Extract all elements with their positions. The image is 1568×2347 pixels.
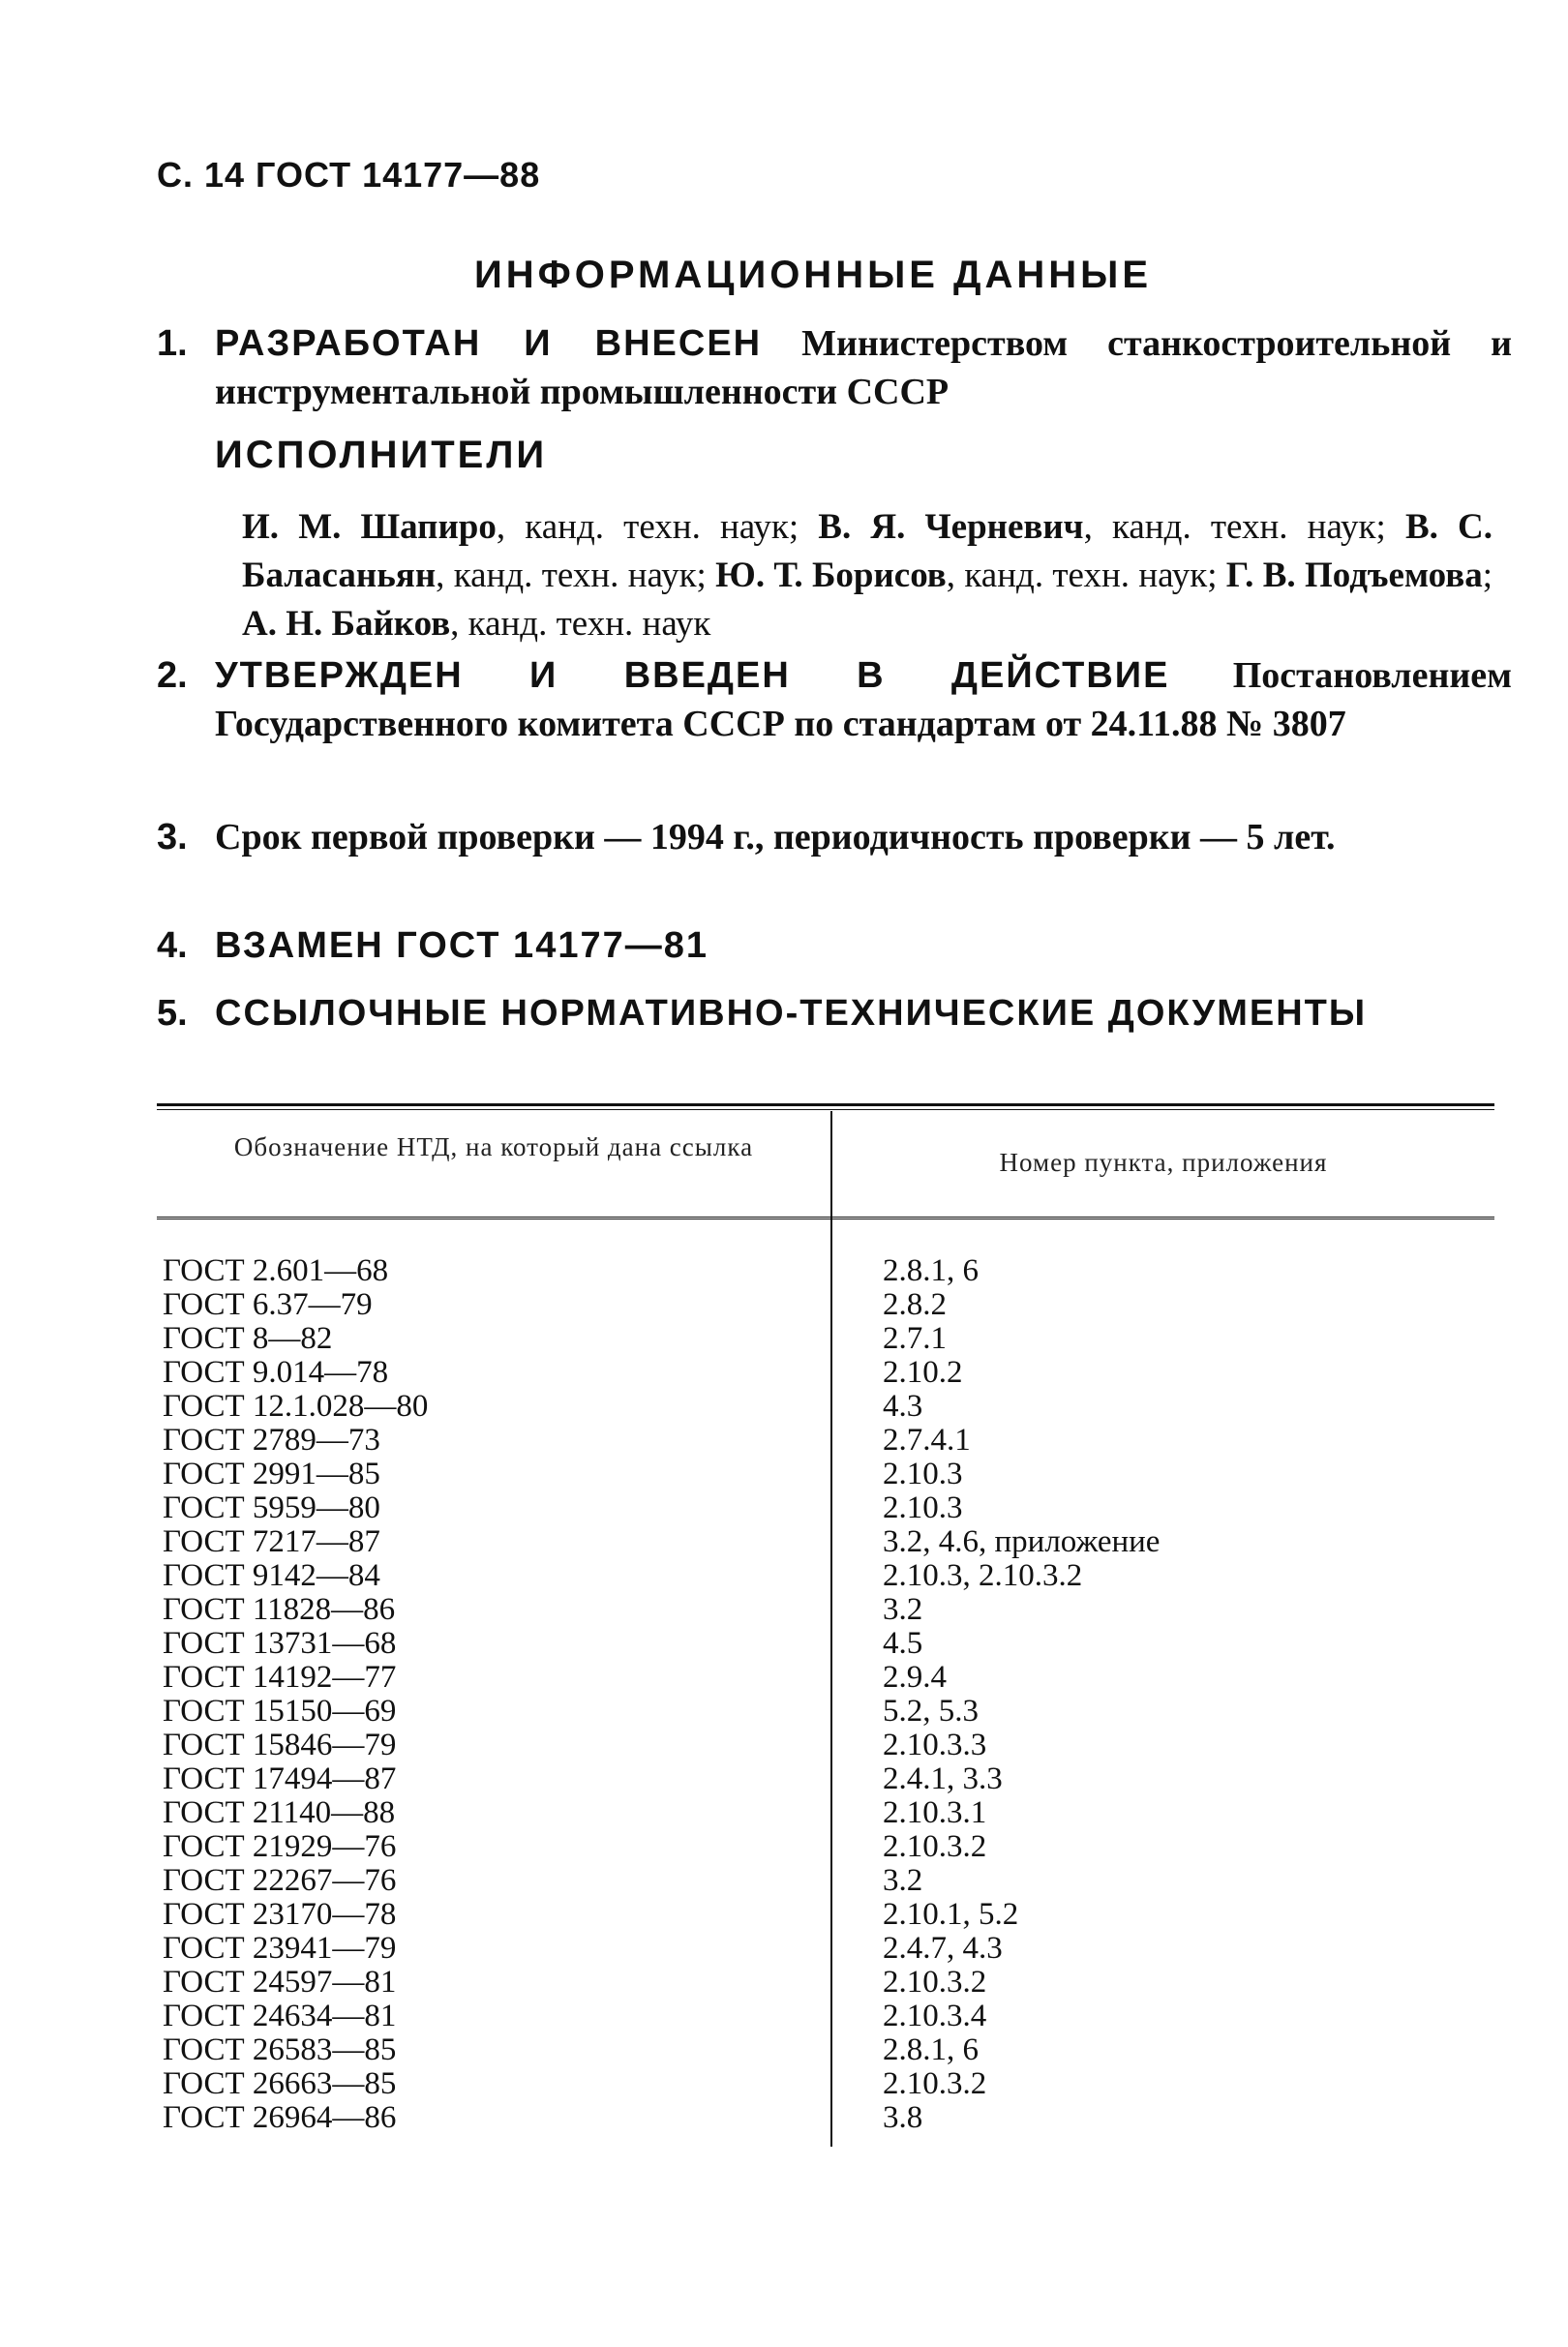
document-designation: ГОСТ 5959—80 [163,1490,380,1525]
clause-number: 2.4.7, 4.3 [883,1931,1003,1966]
clause-number: 2.10.3, 2.10.3.2 [883,1558,1083,1593]
item-lead: ССЫЛОЧНЫЕ НОРМАТИВНО-ТЕХНИЧЕСКИЕ ДОКУМЕНТЫ [215,993,1368,1034]
executor-degree: , канд. техн. наук [450,604,711,644]
item-number: 4. [157,925,188,966]
table-row [0,1796,1568,1830]
document-designation: ГОСТ 24634—81 [163,1999,397,2033]
table-row [0,1424,1568,1458]
table-row [0,1932,1568,1966]
clause-number: 2.7.4.1 [883,1423,971,1458]
document-designation: ГОСТ 12.1.028—80 [163,1389,429,1424]
document-designation: ГОСТ 15150—69 [163,1694,397,1729]
document-designation: ГОСТ 2789—73 [163,1423,380,1458]
info-item-3 [157,813,1512,861]
document-designation: ГОСТ 26964—86 [163,2100,397,2135]
executors-list [242,503,1493,648]
table-row [0,1491,1568,1525]
clause-number: 2.10.3.1 [883,1795,987,1830]
page-header: С. 14 ГОСТ 14177—88 [157,155,541,195]
executor-name: В. С. Баласаньян [242,507,1493,595]
executor-name: Г. В. Подъемова [1225,556,1483,595]
executor-name: В. Я. Черневич [818,507,1084,547]
executor-degree: , канд. техн. наук; [946,556,1226,595]
document-designation: ГОСТ 7217—87 [163,1524,380,1559]
clause-number: 2.10.1, 5.2 [883,1897,1019,1932]
document-designation: ГОСТ 26663—85 [163,2066,397,2101]
clause-number: 2.10.3.2 [883,1965,987,2000]
table-row [0,1729,1568,1762]
table-row [0,1390,1568,1424]
clause-number: 3.2 [883,1863,923,1898]
clause-number: 2.7.1 [883,1321,947,1356]
executor-name: Ю. Т. Борисов [715,556,947,595]
table-row [0,1661,1568,1695]
table-col2-header: Номер пункта, приложения [999,1148,1328,1177]
clause-number: 2.10.3.4 [883,1999,987,2033]
executor-degree: ; [1482,556,1493,595]
clause-number: 2.10.3 [883,1490,963,1525]
executors-title: ИСПОЛНИТЕЛИ [215,434,548,476]
table-top-rule [157,1103,1494,1106]
document-designation: ГОСТ 26583—85 [163,2032,397,2067]
document-designation: ГОСТ 9.014—78 [163,1355,389,1390]
table-row [0,1322,1568,1356]
info-item-4 [157,921,1512,970]
table-row [0,1898,1568,1932]
clause-number: 4.3 [883,1389,923,1424]
document-designation: ГОСТ 15846—79 [163,1728,397,1762]
table-row [0,2101,1568,2135]
document-designation: ГОСТ 9142—84 [163,1558,380,1593]
table-top-rule-thin [157,1109,1494,1110]
table-row [0,1864,1568,1898]
clause-number: 2.10.2 [883,1355,963,1390]
document-designation: ГОСТ 13731—68 [163,1626,397,1661]
document-designation: ГОСТ 11828—86 [163,1592,396,1627]
item-text: Срок первой проверки — 1994 г., периодичность проверки — 5 лет. [215,817,1336,858]
document-designation: ГОСТ 8—82 [163,1321,333,1356]
table-row [0,1254,1568,1288]
table-row [0,1559,1568,1593]
clause-number: 2.8.1, 6 [883,2032,979,2067]
table-row [0,1593,1568,1627]
section-title: ИНФОРМАЦИОННЫЕ ДАННЫЕ [473,254,1153,296]
item-number: 3. [157,817,188,858]
table-row [0,1762,1568,1796]
document-designation: ГОСТ 23170—78 [163,1897,397,1932]
table-row [0,1966,1568,2000]
clause-number: 4.5 [883,1626,923,1661]
table-row [0,1627,1568,1661]
document-designation: ГОСТ 22267—76 [163,1863,397,1898]
table-col1-header: Обозначение НТД, на который дана ссылка [233,1132,754,1161]
item-text: Постановлением Государственного комитета СССР по стандартам от 24.11.88 № 3807 [215,655,1512,744]
clause-number: 2.4.1, 3.3 [883,1761,1003,1796]
item-lead: УТВЕРЖДЕН И ВВЕДЕН В ДЕЙСТВИЕ [215,655,1170,696]
table-row [0,1458,1568,1491]
document-designation: ГОСТ 24597—81 [163,1965,397,2000]
clause-number: 2.8.1, 6 [883,1253,979,1288]
reference-table-body [0,1254,1568,2135]
table-header-rule [157,1217,1494,1219]
table-row [0,1288,1568,1322]
table-row [0,2033,1568,2067]
executor-degree: , канд. техн. наук; [436,556,716,595]
info-item-1 [157,319,1512,416]
clause-number: 2.10.3 [883,1457,963,1491]
document-designation: ГОСТ 6.37—79 [163,1287,373,1322]
executor-degree: , канд. техн. наук; [1083,507,1405,547]
clause-number: 3.8 [883,2100,923,2135]
clause-number: 2.10.3.3 [883,1728,987,1762]
item-number: 1. [157,323,188,364]
clause-number: 2.10.3.2 [883,2066,987,2101]
clause-number: 2.10.3.2 [883,1829,987,1864]
item-text: Министерством станкостроительной и инструментальной промышленности СССР [215,323,1512,412]
table-row [0,1695,1568,1729]
item-number: 2. [157,655,188,696]
table-row [0,1525,1568,1559]
executor-degree: , канд. техн. наук; [496,507,819,547]
info-item-2 [157,651,1512,748]
table-row [0,1830,1568,1864]
item-lead: ВЗАМЕН ГОСТ 14177—81 [215,925,709,966]
clause-number: 5.2, 5.3 [883,1694,979,1729]
document-designation: ГОСТ 21929—76 [163,1829,397,1864]
table-row [0,2067,1568,2101]
clause-number: 3.2, 4.6, приложение [883,1524,1161,1559]
document-designation: ГОСТ 21140—88 [163,1795,396,1830]
document-designation: ГОСТ 2991—85 [163,1457,380,1491]
document-designation: ГОСТ 23941—79 [163,1931,397,1966]
document-designation: ГОСТ 2.601—68 [163,1253,389,1288]
info-item-5 [157,989,1512,1038]
item-number: 5. [157,993,188,1034]
executor-name: А. Н. Байков [242,604,451,644]
clause-number: 3.2 [883,1592,923,1627]
table-row [0,1356,1568,1390]
executor-name: И. М. Шапиро [242,507,497,547]
item-lead: РАЗРАБОТАН И ВНЕСЕН [215,323,763,364]
document-designation: ГОСТ 14192—77 [163,1660,397,1695]
table-row [0,2000,1568,2033]
clause-number: 2.8.2 [883,1287,947,1322]
clause-number: 2.9.4 [883,1660,947,1695]
document-designation: ГОСТ 17494—87 [163,1761,397,1796]
